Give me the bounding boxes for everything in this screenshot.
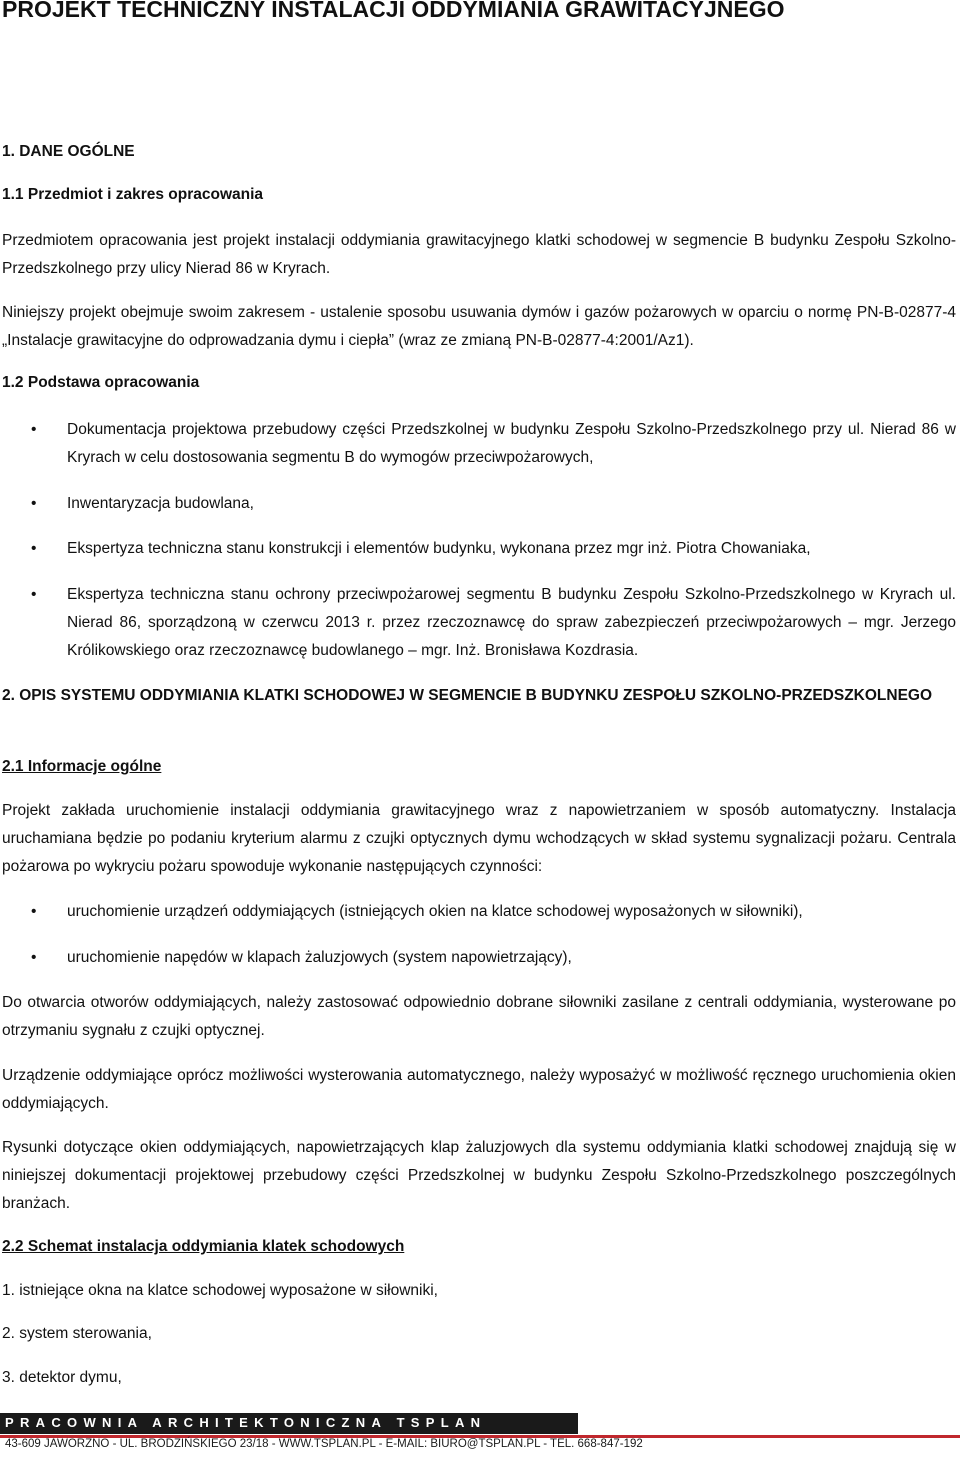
bullet-icon: • [31,949,37,966]
bullet-icon: • [31,540,37,557]
bullet-icon: • [31,421,37,438]
bullet-icon: • [31,495,37,512]
section-1-2-heading: 1.2 Podstawa opracowania [2,374,200,391]
document-title: PROJEKT TECHNICZNY INSTALACJI ODDYMIANIA GRAWITACYJNEGO [2,0,785,22]
section-2-2-heading: 2.2 Schemat instalacja oddymiania klatek schodowych [2,1238,405,1255]
section-2-1-paragraph-4: Rysunki dotyczące okien oddymiających, napowietrzających klap żaluzjowych dla systemu oddymiania klatki schodowej znajdują się w niniejszej dokumentacji projektowej przebudowy części Przedszkolnej w budynku Zespołu Szkolno-Przedszkolnego poszczególnych branżach. [2,1139,956,1212]
bullet-icon: • [31,586,37,603]
section-2-1-paragraph-1: Projekt zakłada uruchomienie instalacji oddymiania grawitacyjnego wraz z napowietrzaniem w sposób automatyczny. Instalacja uruchamiana będzie po podaniu kryterium alarmu z czujki optycznych dymu wchodzących w skład systemu sygnalizacji pożaru. Centrala pożarowa po wykryciu pożaru spowoduje wykonanie następujących czynności: [2,802,956,875]
section-1-1-paragraph-1: Przedmiotem opracowania jest projekt instalacji oddymiania grawitacyjnego klatki schodowej w segmencie B budynku Zespołu Szkolno-Przedszkolnego przy ulicy Nierad 86 w Kryrach. [2,232,956,277]
schema-item-3: 3. detektor dymu, [2,1369,122,1386]
section-1-1-heading: 1.1 Przedmiot i zakres opracowania [2,186,264,203]
footer-contact-info: 43-609 JAWORZNO - UL. BRODZIŃSKIEGO 23/18 - WWW.TSPLAN.PL - E-MAIL: BIURO@TSPLAN.PL - TEL. 668-847-192 [5,1438,643,1450]
list-item-text: Inwentaryzacja budowlana, [67,495,254,512]
schema-item-2: 2. system sterowania, [2,1325,152,1342]
footer-brand-bar [0,1413,578,1434]
bullet-icon: • [31,903,37,920]
list-item-text: uruchomienie napędów w klapach żaluzjowych (system napowietrzający), [67,949,572,966]
list-item-text: Ekspertyza techniczna stanu konstrukcji i elementów budynku, wykonana przez mgr inż. Piotra Chowaniaka, [67,540,811,557]
list-item-text: uruchomienie urządzeń oddymiających (istniejących okien na klatce schodowej wyposażonych w siłowniki), [67,903,803,920]
list-item-text: Ekspertyza techniczna stanu ochrony przeciwpożarowej segmentu B budynku Zespołu Szkolno-Przedszkolnego w Kryrach ul. Nierad 86, sporządzoną w czerwcu 2013 r. przez rzeczoznawcę do spraw zabezpieczeń przeciwpożarowych – mgr. Jerzego Królikowskiego oraz rzeczoznawcę budowlanego – mgr. Inż. Bronisława Kozdrasia. [67,586,956,659]
schema-item-1: 1. istniejące okna na klatce schodowej wyposażone w siłowniki, [2,1282,438,1299]
section-1-1-paragraph-2: Niniejszy projekt obejmuje swoim zakresem - ustalenie sposobu usuwania dymów i gazów pożarowych w oparciu o normę PN-B-02877-4 „Instalacje grawitacyjne do odprowadzania dymu i ciepła” (wraz ze zmianą PN-B-02877-4:2001/Az1). [2,304,956,349]
list-item-text: Dokumentacja projektowa przebudowy części Przedszkolnej w budynku Zespołu Szkolno-Przedszkolnego przy ul. Nierad 86 w Kryrach w celu dostosowania segmentu B do wymogów przeciwpożarowych, [67,421,956,466]
section-2-1-paragraph-3: Urządzenie oddymiające oprócz możliwości wysterowania automatycznego, należy wyposażyć w możliwość ręcznego uruchomienia okien oddymiających. [2,1067,956,1112]
section-1-heading: 1. DANE OGÓLNE [2,143,135,160]
page-footer [0,1413,960,1457]
footer-brand-name: PRACOWNIA ARCHITEKTONICZNA TSPLAN [5,1415,487,1430]
section-2-heading: 2. OPIS SYSTEMU ODDYMIANIA KLATKI SCHODOWEJ W SEGMENCIE B BUDYNKU ZESPOŁU SZKOLNO-PRZEDSZKOLNEGO [2,687,933,704]
section-2-1-paragraph-2: Do otwarcia otworów oddymiających, należy zastosować odpowiednio dobrane siłowniki zasilane z centrali oddymiania, wysterowane po otrzymaniu sygnału z czujki optycznej. [2,994,956,1039]
section-2-1-heading: 2.1 Informacje ogólne [2,758,162,775]
